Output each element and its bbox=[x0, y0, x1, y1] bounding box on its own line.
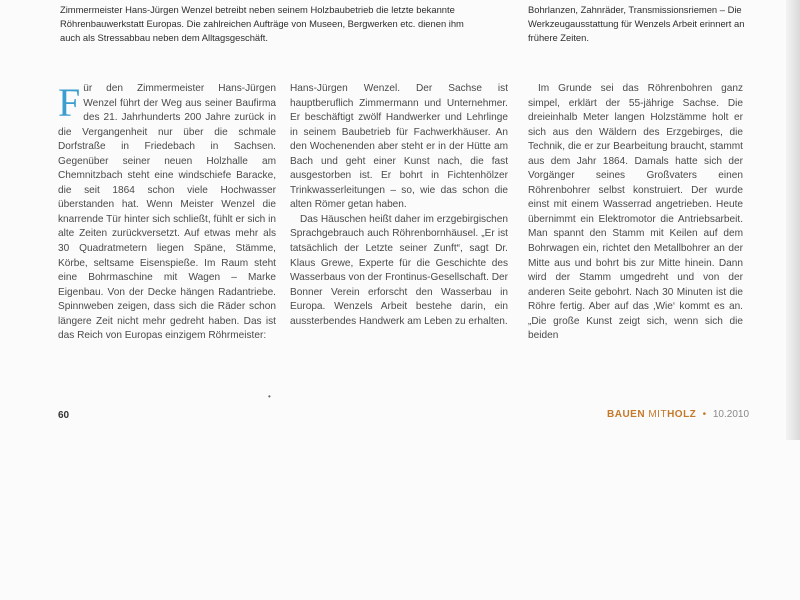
magazine-name-part: BAUEN bbox=[607, 409, 646, 420]
paragraph-text: ür den Zimmermeister Hans-Jürgen Wenzel führt der Weg aus seiner Baufirma des 21. Jahrhunderts 200 Jahre zurück in die Vergangenheit nur über die schmale Dorfstraße in Friedebach in Sachsen. Gegenüber seiner neuen Holzhalle am Chemnitzbach steht eine windschiefe Baracke, die seit 1864 schon viele Hochwasser überstanden hat. Wenn Meister Wenzel die knarrende Tür hinter sich schließt, fühlt er sich in alte Zeiten zurückversetzt. Auf etwas mehr als 30 Quadratmetern liegen Späne, Stämme, Körbe, seltsame Eisenspieße. Im Raum steht eine Bohrmaschine mit Wagen – Marke Eigenbau. Von der Decke hängen Radantriebe. Spinnweben zeigen, dass sich die Räder schon längere Zeit nicht mehr gedreht haben. Das ist das Reich von Europas einzigem Röhrmeister: bbox=[58, 83, 276, 342]
page-gutter-shadow bbox=[786, 0, 800, 440]
photo-caption-right: Bohrlanzen, Zahnräder, Transmissionsriemen – Die Werkzeugausstattung für Wenzels Arbeit erinnert an frühere Zeiten. bbox=[528, 4, 745, 43]
article-column-2 bbox=[290, 82, 508, 329]
drop-cap: F bbox=[58, 80, 81, 125]
article-paragraph: Hans-Jürgen Wenzel. Der Sachse ist hauptberuflich Zimmermann und Unternehmer. Er beschäftigt zwölf Handwerker und Lehrlinge in seinem Baubetrieb für Fachwerkhäuser. An den Wochenenden aber steht er in der Hütte am Bach und geht einer Kunst nach, die fast ausgestorben ist. Er bohrt in Fichtenhölzer Trinkwasserleitungen – so, wie das schon die alten Römer getan haben. bbox=[290, 83, 508, 211]
magazine-name-part: MIT bbox=[648, 409, 668, 420]
page-number: 60 bbox=[58, 410, 70, 421]
photo-caption-left: Zimmermeister Hans-Jürgen Wenzel betreibt neben seinem Holzbaubetrieb die letzte bekannte Röhrenbauwerkstatt Europas. Die zahlreichen Aufträge von Museen, Bergwerken etc. dienen ihm auch als Stressabbau neben dem Alltagsgeschäft. bbox=[60, 4, 464, 43]
magazine-name-part: HOLZ bbox=[667, 409, 697, 420]
article-paragraph: Im Grunde sei das Röhrenbohren ganz simpel, erklärt der 55-jährige Sachse. Die dreieinhalb Meter langen Holzstämme holt er sich aus den Wäldern des Erzgebirges, die Technik, die er zur Bearbeitung braucht, stammt aus dem Jahr 1864. Damals hatte sich der Vorgänger seines Großvaters einen Röhrenbohrer selbst konstruiert. Der wurde einst mit einem Wasserrad angetrieben. Heute übernimmt ein Elektromotor die Antriebsarbeit. Man spannt den Stamm mit Keilen auf dem Bohrwagen ein, richtet den Metallbohrer an der Mitte aus und bohrt bis zur Mitte hinein. Dann wird der Stamm umgedreht und von der anderen Seite gebohrt. Nach 30 Minuten ist die Röhre fertig. Aber auf das ‚Wie‘ kommt es an. „Die große Kunst zeigt sich, wenn sich die beiden bbox=[528, 83, 743, 342]
magazine-folio bbox=[607, 409, 749, 420]
article-column-1 bbox=[58, 82, 276, 344]
article-column-3 bbox=[528, 82, 743, 344]
article-paragraph: Das Häuschen heißt daher im erzgebirgischen Sprachgebrauch auch Röhrenbornhäusel. „Er ist tatsächlich der Letzte seiner Zunft“, sagt Dr. Klaus Grewe, Experte für die Geschichte des Wasserbaus von der Frontinus-Gesellschaft. Der Bonner Verein erforscht den Wasserbau in Europa. Wenzels Arbeit bestehe darin, ein aussterbendes Handwerk am Leben zu erhalten. bbox=[290, 213, 508, 327]
stray-mark: • bbox=[268, 392, 271, 401]
issue-date: 10.2010 bbox=[712, 409, 750, 420]
folio-separator: • bbox=[702, 409, 707, 420]
article-paragraph bbox=[58, 82, 276, 344]
